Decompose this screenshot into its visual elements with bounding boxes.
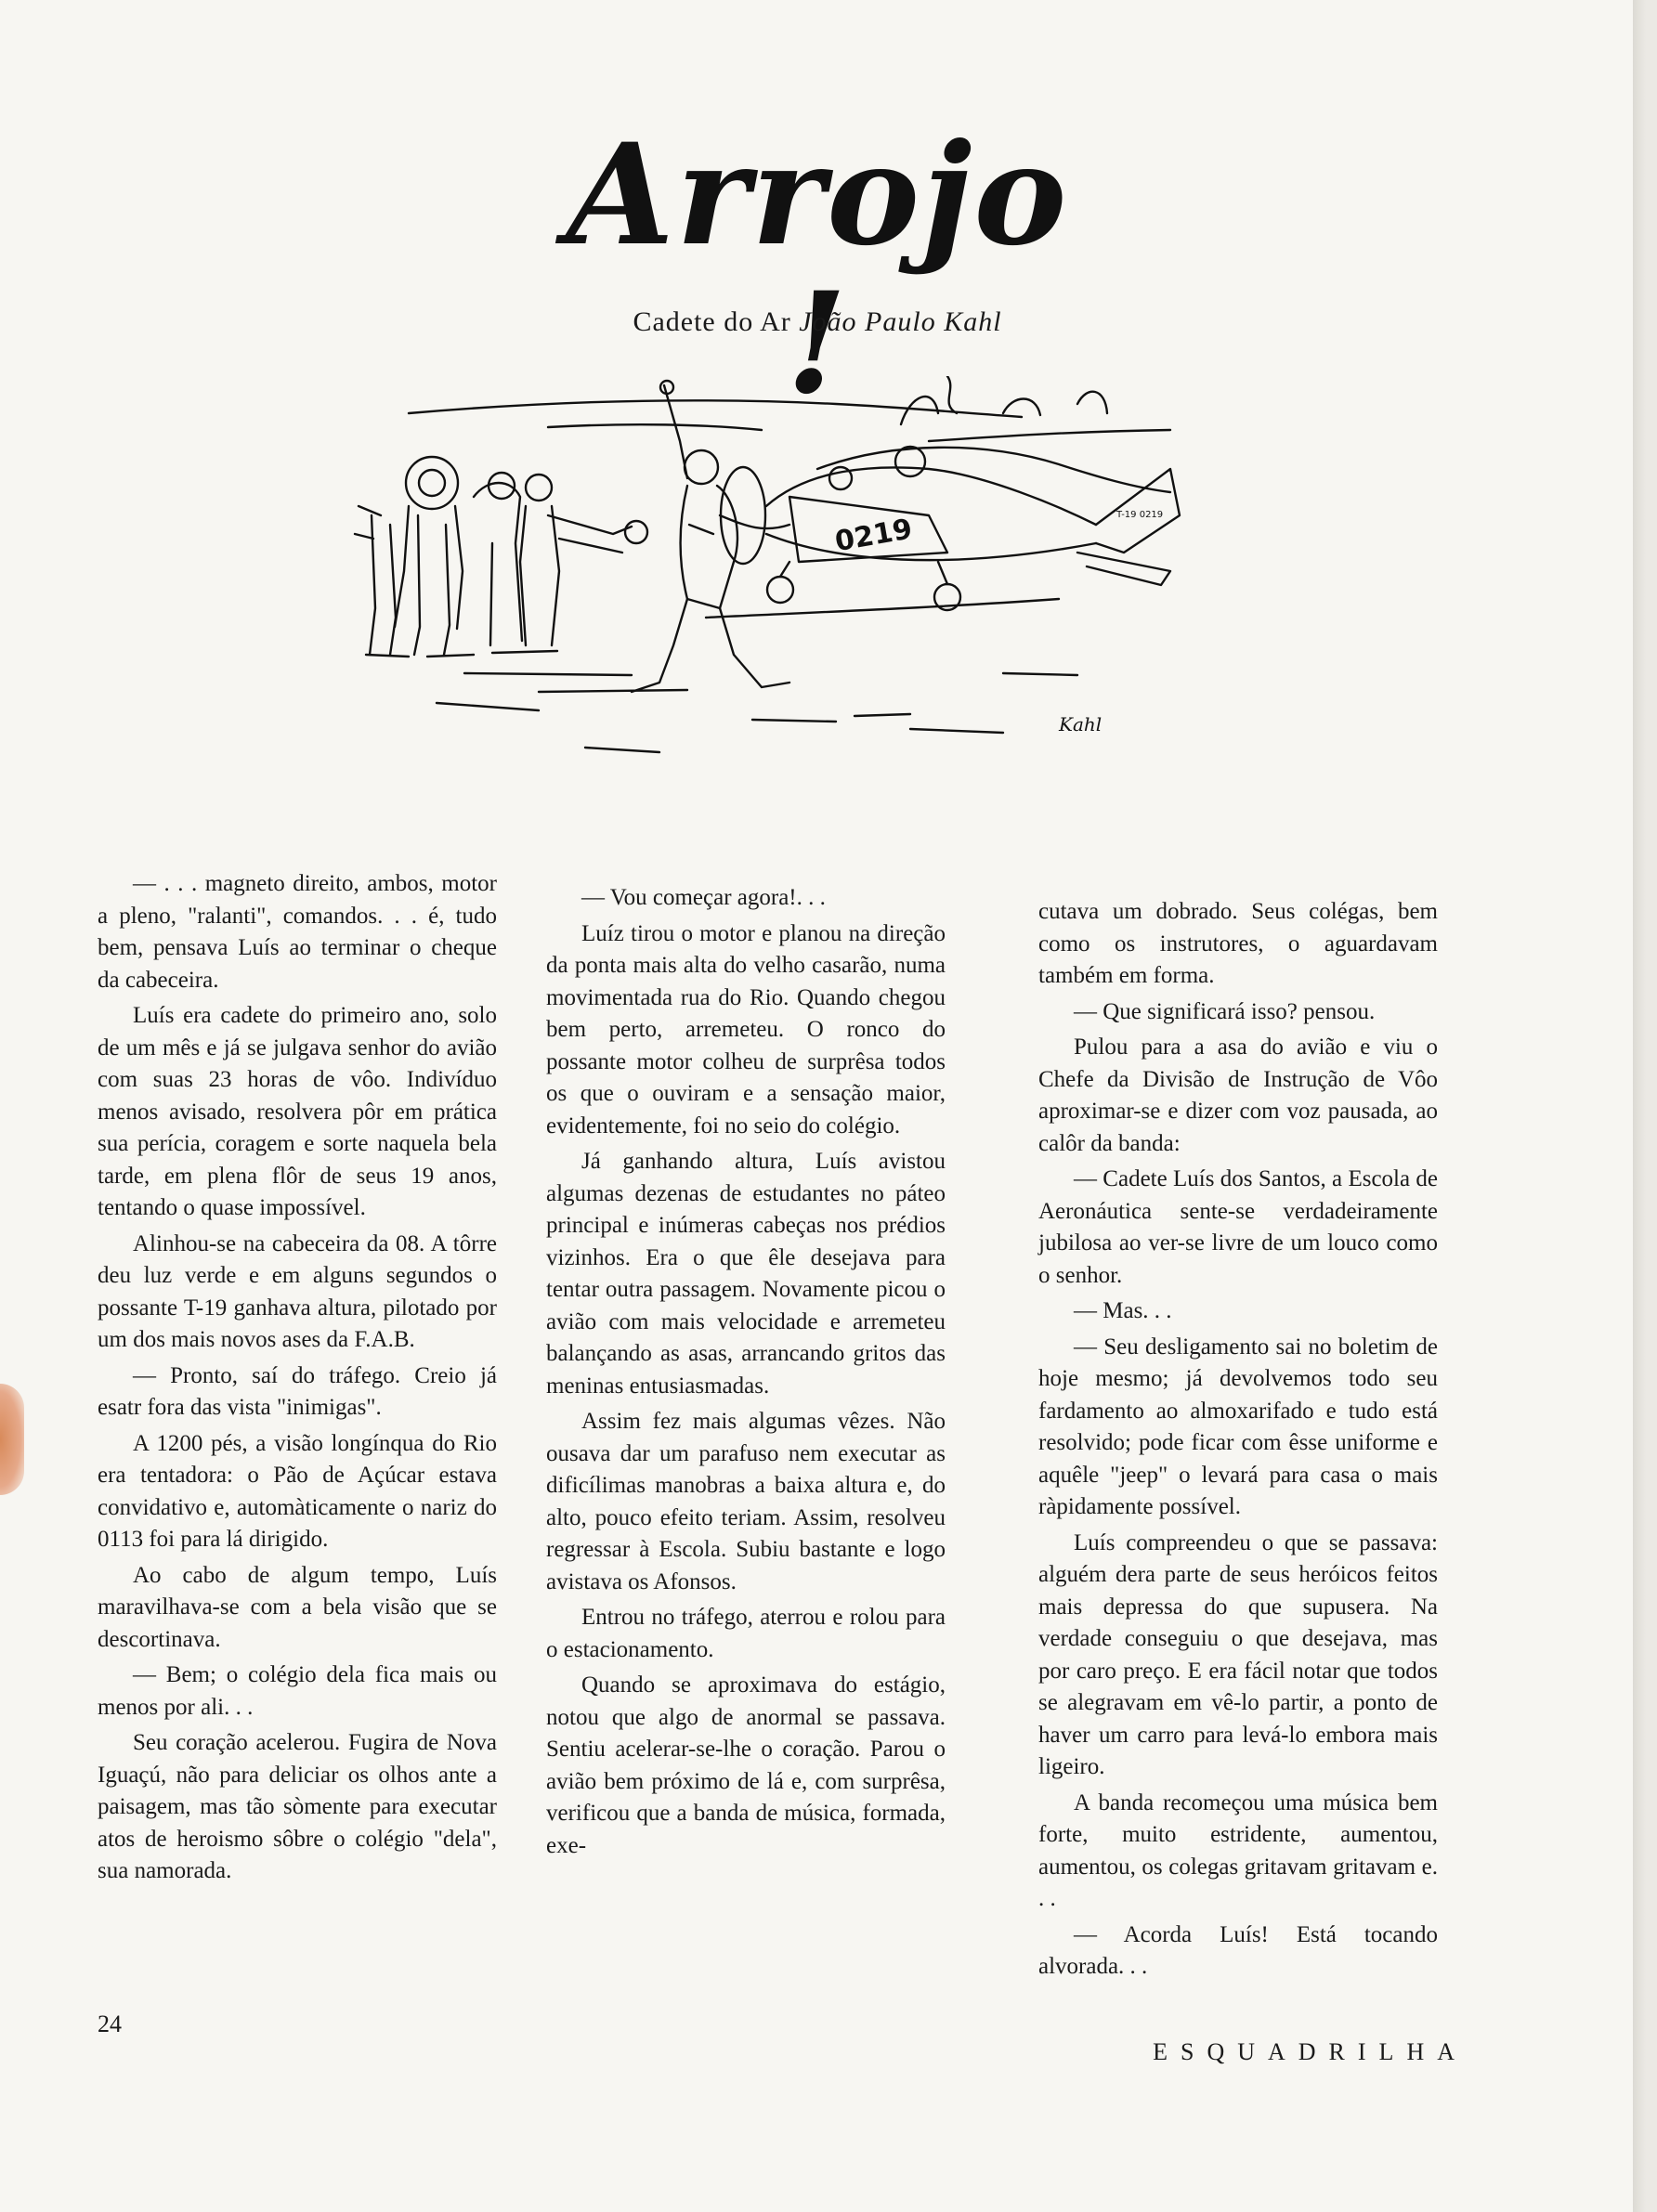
military-band <box>355 457 647 657</box>
paragraph: A 1200 pés, a visão longínqua do Rio era tentadora: o Pão de Açúcar estava convidativo e, automàticamente o nariz do 0113 foi para lá dirigido. <box>98 1430 497 1552</box>
text-column-3 <box>1038 896 1438 1987</box>
paragraph: A banda recomeçou uma música bem forte, muito estridente, aumentou, aumentou, os colegas gritavam gritavam e. . . <box>1038 1789 1438 1911</box>
paragraph: — Pronto, saí do tráfego. Creio já esatr fora das vista "inimigas". <box>98 1362 497 1420</box>
cadet-figure <box>632 381 789 692</box>
paragraph: Pulou para a asa do avião e viu o Chefe da Divisão de Instrução de Vôo aproximar-se e dizer com voz pausada, ao calôr da banda: <box>1038 1034 1438 1156</box>
sky-lines <box>409 376 1170 492</box>
thumb-at-edge <box>0 1384 24 1495</box>
paragraph: Já ganhando altura, Luís avistou algumas dezenas de estudantes no páteo principal e inúmeras cabeças nos prédios vizinhos. Era o que êle desejava para tentar outra passagem. Novamente picou o avião com mais velocidade e arremeteu balançando as asas, arrancando gritos das meninas entusiasmadas. <box>546 1149 946 1399</box>
text-column-2 <box>546 882 946 1866</box>
paragraph: — . . . magneto direito, ambos, motor a pleno, "ralanti", comandos. . . é, tudo bem, pensava Luís ao terminar o cheque da cabeceira. <box>98 871 497 993</box>
paragraph: Seu coração acelerou. Fugira de Nova Iguaçú, não para deliciar os olhos ante a paisagem, mas tão sòmente para executar atos de heroismo sôbre o colégio "dela", sua namorada. <box>98 1730 497 1883</box>
ground-lines <box>437 673 1077 752</box>
magazine-name: ESQUADRILHA <box>1153 2038 1468 2065</box>
author-name: João Paulo Kahl <box>799 306 1002 337</box>
byline-prefix: Cadete do Ar <box>633 306 791 337</box>
paragraph: — Cadete Luís dos Santos, a Escola de Aeronáutica sente-se verdadeiramente jubilosa ao ver-se livre de um louco como o senhor. <box>1038 1166 1438 1288</box>
paragraph: Quando se aproximava do estágio, notou que algo de anormal se passava. Sentiu acelerar-se-lhe o coração. Parou o avião bem próximo de lá e, com surprêsa, verificou que a banda de música, formada, exe- <box>546 1672 946 1858</box>
paragraph: — Que significará isso? pensou. <box>1074 998 1376 1024</box>
paragraph: cutava um dobrado. Seus colégas, bem como os instrutores, o aguardavam também em forma. <box>1038 899 1438 988</box>
paragraph: — Mas. . . <box>1074 1298 1172 1323</box>
paragraph: Luís era cadete do primeiro ano, solo de um mês e já se julgava senhor do avião com suas 23 horas de vôo. Indivíduo menos avisado, resolvera pôr em prática sua perícia, coragem e sorte naquela bela tarde, em plena flôr de seus 19 anos, tentando o quase impossível. <box>98 1003 497 1220</box>
illustrator-signature: Kahl <box>1059 713 1102 735</box>
paragraph: — Bem; o colégio dela fica mais ou menos por ali. . . <box>98 1662 497 1720</box>
plane-number: 0219 <box>832 513 915 559</box>
paragraph: — Acorda Luís! Está tocando alvorada. . . <box>1038 1921 1438 1979</box>
paragraph: Ao cabo de algum tempo, Luís maravilhava-se com a bela visão que se descortinava. <box>98 1562 497 1652</box>
tail-marking: T-19 0219 <box>1116 510 1164 520</box>
text-column-1 <box>98 868 497 1892</box>
cartoon-illustration <box>353 376 1189 766</box>
page-edge <box>1633 0 1646 2212</box>
paragraph: Assim fez mais algumas vêzes. Não ousava dar um parafuso nem executar as dificílimas manobras a baixa altura e, do alto, pouco efeito teriam. Assim, resolveu regressar à Escola. Subiu bastante e logo avistava os Afonsos. <box>546 1409 946 1594</box>
airplane-t19 <box>706 447 1180 618</box>
paragraph: — Vou começar agora!. . . <box>581 885 826 910</box>
paragraph: Luís compreendeu o que se passava: alguém dera parte de seus heróicos feitos mais depressa do que supusera. Na verdade conseguiu o que desejava, mas por caro preço. E era fácil notar que todos se alegravam em vê-lo partir, a ponto de haver um carro para levá-lo embora mais ligeiro. <box>1038 1529 1438 1779</box>
paragraph: — Seu desligamento sai no boletim de hoje mesmo; já devolvemos todo seu fardamento ao almoxarifado e tudo está resolvido; pode ficar com êsse uniforme e aquêle "jeep" o levará para casa o mais ràpidamente possível. <box>1038 1334 1438 1519</box>
page-number: 24 <box>98 2010 122 2037</box>
paragraph: Alinhou-se na cabeceira da 08. A tôrre deu luz verde e em alguns segundos o possante T-19 ganhava altura, pilotado por um dos mais novos ases da F.A.B. <box>98 1230 497 1352</box>
article-title: Arrojo ! <box>566 113 1069 425</box>
paragraph: Entrou no tráfego, aterrou e rolou para o estacionamento. <box>546 1605 946 1662</box>
paragraph: Luíz tirou o motor e planou na direção da ponta mais alta do velho casarão, numa movimentada rua do Rio. Quando chegou bem perto, arremeteu. O ronco do possante motor colheu de surprêsa todos os que o ouviram e a sensação maior, evidentemente, foi no seio do colégio. <box>546 920 946 1139</box>
byline <box>557 306 1077 338</box>
